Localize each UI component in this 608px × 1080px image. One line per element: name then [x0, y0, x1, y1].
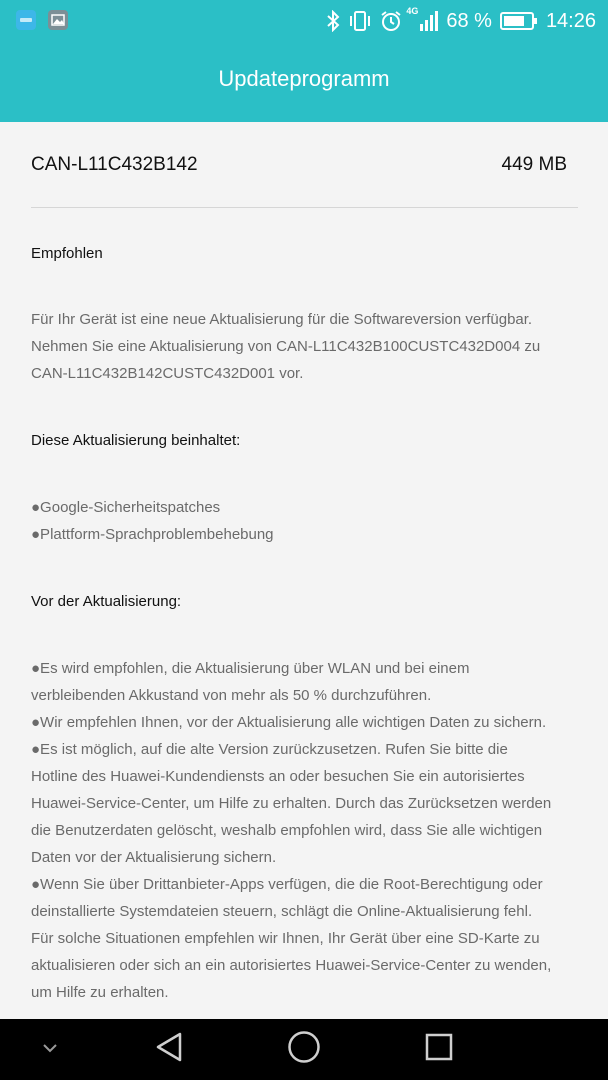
back-icon [154, 1031, 184, 1068]
before-update-label: Vor der Aktualisierung: [31, 593, 182, 610]
nav-hide-icon [41, 1041, 59, 1059]
before-update-notes [31, 655, 578, 1006]
gallery-notification-icon [48, 10, 68, 30]
back-button[interactable] [146, 1019, 192, 1080]
recents-icon [424, 1032, 454, 1067]
app-notification-icon [16, 10, 36, 30]
page-title: Updateprogramm [218, 66, 390, 91]
contains-list [31, 494, 578, 548]
recents-button[interactable] [418, 1019, 460, 1080]
home-icon [287, 1030, 321, 1069]
description-line: Nehmen Sie eine Aktualisierung von CAN-L11C432B100CUSTC432D004 zu [31, 338, 541, 355]
update-version: CAN-L11C432B142 [31, 153, 198, 175]
description-line: Für Ihr Gerät ist eine neue Aktualisierung für die Softwareversion verfügbar. [31, 311, 533, 328]
update-details [31, 122, 578, 1006]
update-header [31, 122, 578, 208]
navigation-bar [0, 1019, 608, 1080]
update-description [31, 306, 578, 387]
note-line: ●Es ist möglich, auf die alte Version zurückzusetzen. Rufen Sie bitte die [31, 741, 508, 758]
bluetooth-icon [326, 10, 340, 32]
note-line: Huawei-Service-Center, um Hilfe zu erhalten. Durch das Zurücksetzen werden [31, 795, 552, 812]
nav-hide-button[interactable] [30, 1019, 70, 1080]
note-line: ●Es wird empfohlen, die Aktualisierung über WLAN und bei einem [31, 660, 470, 677]
note-line: verbleibenden Akkustand von mehr als 50 % durchzuführen. [31, 687, 432, 704]
note-line: die Benutzerdaten gelöscht, weshalb empfohlen wird, dass Sie alle wichtigen [31, 822, 543, 839]
note-line: ●Wir empfehlen Ihnen, vor der Aktualisierung alle wichtigen Daten zu sichern. [31, 714, 547, 731]
list-item: ●Google-Sicherheitspatches [31, 499, 221, 516]
signal-icon: 4G [410, 10, 438, 32]
update-size: 449 MB [501, 153, 567, 175]
list-item: ●Plattform-Sprachproblembehebung [31, 526, 274, 543]
contains-label: Diese Aktualisierung beinhaltet: [31, 432, 241, 449]
note-line: um Hilfe zu erhalten. [31, 984, 169, 1001]
note-line: Für solche Situationen empfehlen wir Ihnen, Ihr Gerät über eine SD-Karte zu [31, 930, 540, 947]
status-bar [0, 0, 608, 42]
clock: 14:26 [545, 9, 596, 32]
battery-percent: 68 % [446, 9, 492, 32]
note-line: Hotline des Huawei-Kundendiensts an oder besuchen Sie ein autorisiertes [31, 768, 525, 785]
note-line: ●Wenn Sie über Drittanbieter-Apps verfügen, die die Root-Berechtigung oder [31, 876, 543, 893]
description-line: CAN-L11C432B142CUSTC432D001 vor. [31, 365, 304, 382]
vibrate-icon [348, 10, 372, 32]
note-line: aktualisieren oder sich an ein autorisiertes Huawei-Service-Center zu wenden, [31, 957, 552, 974]
battery-icon [500, 11, 538, 31]
home-button[interactable] [282, 1019, 326, 1080]
recommended-label: Empfohlen [31, 245, 103, 262]
note-line: deinstallierte Systemdateien steuern, schlägt die Online-Aktualisierung fehl. [31, 903, 533, 920]
alarm-icon [380, 10, 402, 32]
note-line: Daten vor der Aktualisierung sichern. [31, 849, 277, 866]
